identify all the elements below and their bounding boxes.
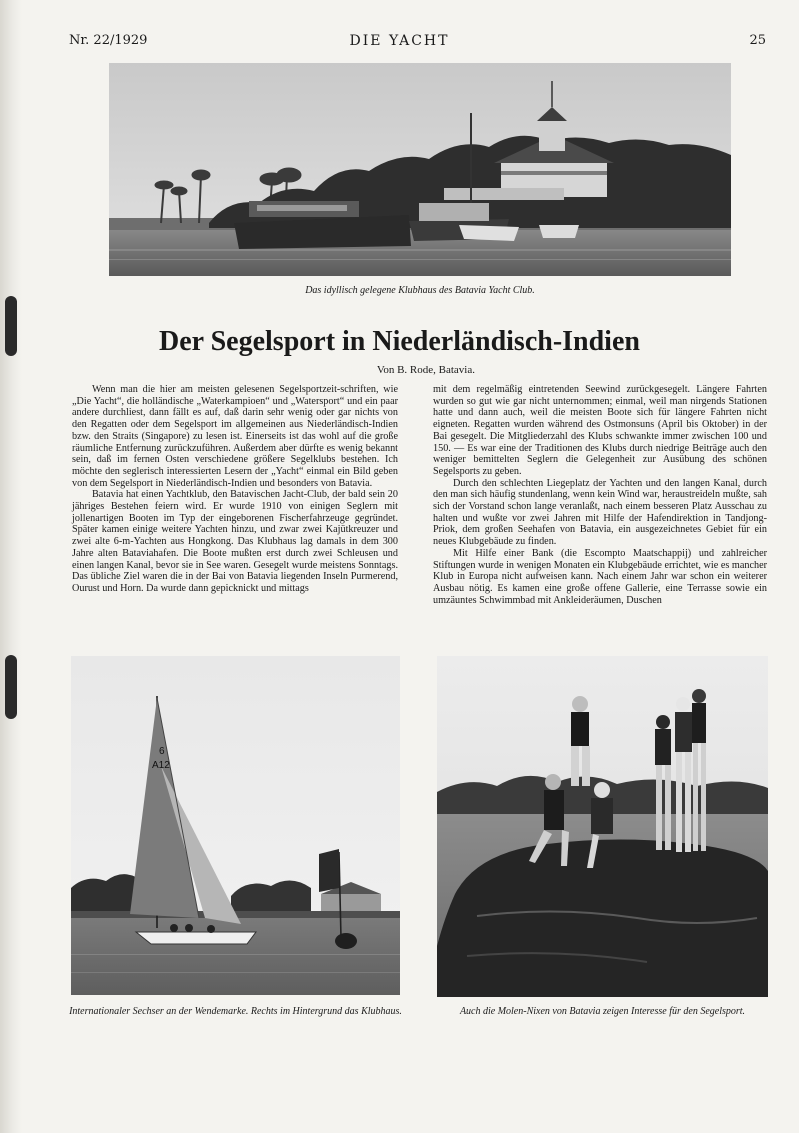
article-paragraph: Batavia hat einen Yachtklub, den Batavischen Jacht-Club, der bald sein 20 jähriges Bestehen feiern wird. Er wurde 1910 von einigen Seglern mit jollenartigen Booten im Typ der eingeborenen Fischerfahrzeuge gegründet. Später kamen einige weitere Yachten hinzu, und zwar zwei Kajütkreuzer und zwei alte 6-m-Yachten aus Hongkong. Das Klubhaus lag damals in dem 300 Jahre alten Bataviahafen. Die Boote mußten erst durch zwei Schleusen und einen langen Kanal, bevor sie in See waren. Gesegelt wurde meistens Sonntags. Das übliche Ziel waren die in der Bai von Batavia liegenden Inseln Purmerend, Ourust und Horn. Da wurde dann gepicknickt und mittags [72, 489, 398, 594]
article-paragraph: Wenn man die hier am meisten gelesenen Segelsportzeit-schriften, wie „Die Yacht“, die holländische „Waterkampioen“ und „Watersport“ und ein paar andere durchliest, dann fällt es auf, daß darin sehr wenig oder gar nichts von den Regatten oder dem Segelsport im allgemeinen aus Niederländisch-Indien bzw. den Straits (Singapore) zu lesen ist. Einerseits ist das wohl auf die große räumliche Entfernung zurückzuführen. Außerdem aber dürfte es wenig bekannt sein, daß im fernen Osten verschiedene größere Segelklubs bestehen. Ich möchte den seglerisch interessierten Lesern der „Yacht“ einmal ein Bild geben von dem Segelsport in Niederländisch-Indien und besonders von Batavia. [72, 384, 398, 489]
sail-number-bottom: A12 [152, 760, 170, 771]
sailboat-photo-caption: Internationaler Sechser an der Wendemarke. Rechts im Hintergrund das Klubhaus. [69, 1006, 402, 1017]
article-paragraph: Durch den schlechten Liegeplatz der Yachten und den langen Kanal, durch den man sich häufig stundenlang, wenn kein Wind war, heraustreideln mußte, sah sich der Vorstand schon lange veranlaßt, nach einem besseren Platz Ausschau zu halten und wußte vor zwei Jahren mit Hilfe der Hafendirektion in Tandjong-Priok, dem großen Seehafen von Batavia, ein ausgezeichnetes Gebiet für ein neues Klubgebäude zu finden. [433, 477, 767, 548]
clubhouse-photo [109, 63, 731, 276]
sailboat-photo [71, 656, 400, 995]
article-paragraph: Mit Hilfe einer Bank (die Escompto Maatschappij) und zahlreicher Stiftungen wurde in wenigen Monaten ein Klubgebäude errichtet, wie es mancher Klub in Europa nicht aufweisen kann. Nach einem Jahr war schon ein weiterer Ausbau nötig. Es kamen eine große offene Gallerie, eine Terrasse sowie ein umzäuntes Schwimmbad mit Ankleideräumen, Duschen [433, 547, 767, 606]
swimmers-photo [437, 656, 768, 997]
clubhouse-photo-caption: Das idyllisch gelegene Klubhaus des Batavia Yacht Club. [305, 285, 535, 296]
page-number: 25 [749, 33, 766, 48]
sail-number-top: 6 [159, 746, 165, 757]
binding-hole [5, 655, 17, 719]
article-byline: Von B. Rode, Batavia. [376, 364, 475, 376]
page-binding-edge [0, 0, 22, 1133]
swimmers-photo-caption: Auch die Molen-Nixen von Batavia zeigen Interesse für den Segelsport. [459, 1006, 746, 1017]
article-right-column [433, 384, 767, 606]
article-title: Der Segelsport in Niederländisch-Indien [159, 326, 640, 357]
journal-title: DIE YACHT [349, 33, 450, 49]
article-paragraph: mit dem regelmäßig eintretenden Seewind zurückgesegelt. Längere Fahrten wurden so gut wie gar nicht unternommen; einmal, weil man nirgends Stationen hatte und dann auch, weil die meisten Boote sich für längere Fahrten nicht eigneten. Regatten wurden während des Ostmonsuns (April bis Oktober) in der Bai gesegelt. Die Mitgliederzahl des Klubs schwankte immer zwischen 100 und 150. — Es war eine der Traditionen des Klubs durch niedrige Beiträge auch den weniger bemittelten Seglern die Gelegenheit zur Ausübung des schönen Segelsports zu geben. [433, 384, 767, 477]
article-left-column [72, 384, 398, 595]
issue-number: Nr. 22/1929 [69, 33, 148, 48]
